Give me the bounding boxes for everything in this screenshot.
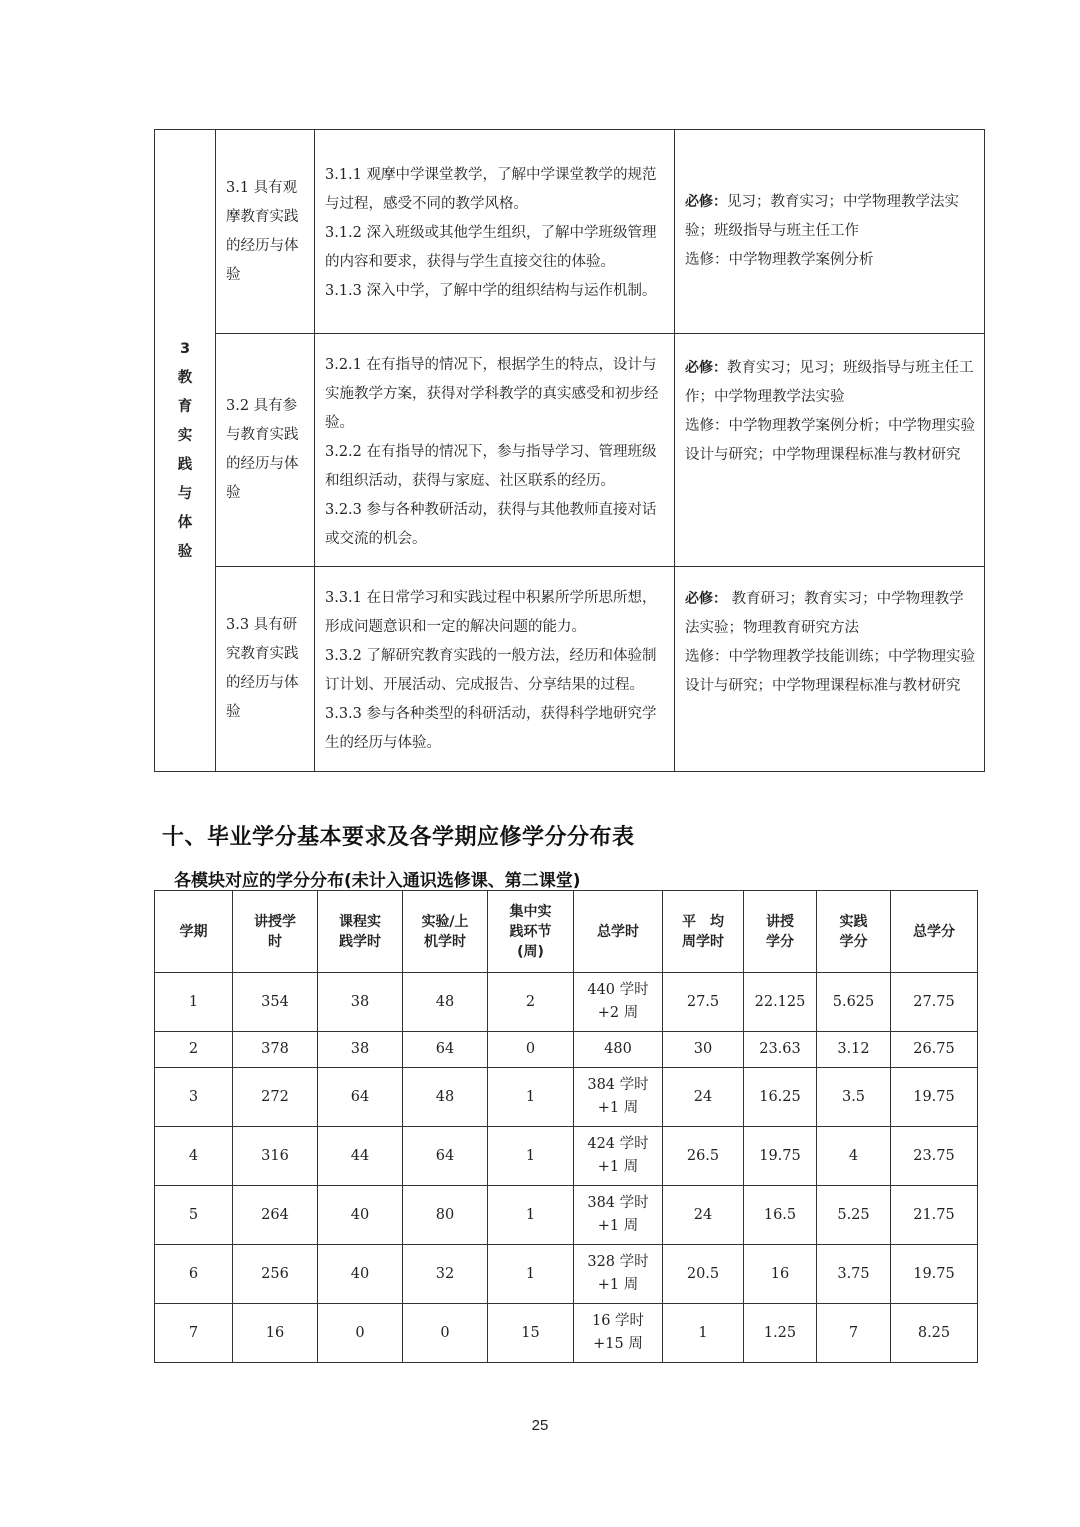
header-line: 平 均 bbox=[682, 913, 724, 930]
objective-item: 3.2.1 在有指导的情况下，根据学生的特点，设计与实施教学方案，获得对学科教学的真实感受和初步经验。 bbox=[325, 356, 659, 431]
table-cell: 38 bbox=[318, 1032, 403, 1068]
cell-line: 480 bbox=[604, 1041, 632, 1057]
table-cell: 19.75 bbox=[744, 1127, 817, 1186]
column-header bbox=[663, 891, 744, 973]
sub-line: 究教育实践 bbox=[226, 646, 299, 662]
table-cell: 3.12 bbox=[817, 1032, 891, 1068]
table-cell bbox=[574, 1068, 663, 1127]
cell-line: 16 学时 bbox=[591, 1313, 645, 1329]
objective-item: 3.1.2 深入班级或其他学生组织，了解中学班级管理的内容和要求，获得与学生直接交往的体验。 bbox=[325, 225, 657, 270]
table-row bbox=[155, 973, 978, 1032]
table-cell: 40 bbox=[318, 1245, 403, 1304]
sub-line: 验 bbox=[226, 266, 241, 283]
header-line: 总学时 bbox=[597, 923, 639, 940]
credits-distribution-table bbox=[154, 890, 978, 1363]
domain-char: 体 bbox=[177, 514, 193, 531]
objective-item: 3.3.2 了解研究教育实践的一般方法，经历和体验制订计划、开展活动、完成报告、分享结果的过程。 bbox=[325, 648, 657, 693]
required-label: 必修： bbox=[685, 194, 727, 210]
objective-item: 3.3.1 在日常学习和实践过程中积累所学所思所想，形成问题意识和一定的解决问题的能力。 bbox=[325, 590, 657, 635]
cell-line: 384 学时 bbox=[587, 1077, 649, 1093]
objective-item: 3.3.3 参与各种类型的科研活动，获得科学地研究学生的经历与体验。 bbox=[325, 706, 657, 751]
header-line: 学分 bbox=[839, 933, 868, 950]
table-cell: 16.25 bbox=[744, 1068, 817, 1127]
table-row bbox=[155, 130, 985, 334]
table-cell: 26.5 bbox=[663, 1127, 744, 1186]
domain-char: 验 bbox=[177, 543, 193, 560]
column-header bbox=[155, 891, 233, 973]
objective-item: 3.2.2 在有指导的情况下，参与指导学习、管理班级和组织活动，获得与家庭、社区联系的经历。 bbox=[325, 443, 657, 489]
cell-line: +1 周 bbox=[597, 1218, 639, 1234]
required-label: 必修： bbox=[685, 591, 727, 607]
table-cell: 20.5 bbox=[663, 1245, 744, 1304]
table-row bbox=[155, 1068, 978, 1127]
sub-line: 验 bbox=[226, 704, 241, 720]
table-cell: 3.75 bbox=[817, 1245, 891, 1304]
table-cell: 64 bbox=[403, 1032, 488, 1068]
table-cell: 4 bbox=[817, 1127, 891, 1186]
table-cell: 22.125 bbox=[744, 973, 817, 1032]
domain-char: 3 bbox=[179, 340, 191, 357]
table-cell bbox=[574, 1127, 663, 1186]
domain-char: 践 bbox=[177, 456, 193, 473]
table-cell: 2 bbox=[155, 1032, 233, 1068]
table-cell: 27.5 bbox=[663, 973, 744, 1032]
cell-line: 440 学时 bbox=[587, 982, 649, 998]
sub-line: 的经历与体 bbox=[226, 456, 299, 472]
elective-courses: 选修：中学物理教学案例分析；中学物理实验设计与研究；中学物理课程标准与教材研究 bbox=[685, 418, 975, 463]
table-cell: 354 bbox=[233, 973, 318, 1032]
header-line: 学分 bbox=[766, 933, 794, 950]
table-row bbox=[155, 1032, 978, 1068]
table-row bbox=[155, 1245, 978, 1304]
table-cell: 19.75 bbox=[891, 1245, 978, 1304]
table-cell: 1.25 bbox=[744, 1304, 817, 1363]
table-row bbox=[155, 567, 985, 772]
table-cell: 1 bbox=[663, 1304, 744, 1363]
table-cell: 1 bbox=[488, 1127, 574, 1186]
table-cell: 3.5 bbox=[817, 1068, 891, 1127]
domain-char: 实 bbox=[177, 427, 193, 444]
sub-line: 与教育实践 bbox=[226, 427, 299, 443]
courses-cell bbox=[675, 334, 985, 567]
sub-line: 的经历与体 bbox=[226, 675, 299, 691]
table-cell: 32 bbox=[403, 1245, 488, 1304]
table-cell: 256 bbox=[233, 1245, 318, 1304]
sub-line: 3.3 具有研 bbox=[226, 617, 298, 633]
table-cell: 48 bbox=[403, 1068, 488, 1127]
sub-line: 的经历与体 bbox=[226, 237, 299, 254]
table-cell: 378 bbox=[233, 1032, 318, 1068]
header-line: 集中实 bbox=[509, 903, 552, 920]
table-cell: 1 bbox=[488, 1186, 574, 1245]
header-line: (周) bbox=[517, 943, 544, 960]
elective-courses: 选修：中学物理教学案例分析 bbox=[685, 252, 874, 268]
sub-line: 摩教育实践 bbox=[226, 208, 299, 225]
table-cell bbox=[574, 1186, 663, 1245]
table-cell: 316 bbox=[233, 1127, 318, 1186]
domain-char: 育 bbox=[177, 398, 193, 415]
column-header bbox=[488, 891, 574, 973]
table-cell: 16.5 bbox=[744, 1186, 817, 1245]
column-header bbox=[233, 891, 318, 973]
cell-line: 384 学时 bbox=[587, 1195, 649, 1211]
domain-char: 教 bbox=[177, 369, 193, 386]
table-cell: 48 bbox=[403, 973, 488, 1032]
header-line: 总学分 bbox=[913, 923, 955, 940]
table-row bbox=[155, 1127, 978, 1186]
table-cell: 272 bbox=[233, 1068, 318, 1127]
sub-requirement-cell bbox=[216, 130, 315, 334]
column-header bbox=[574, 891, 663, 973]
cell-line: 328 学时 bbox=[587, 1254, 649, 1270]
table-cell: 40 bbox=[318, 1186, 403, 1245]
table-cell: 30 bbox=[663, 1032, 744, 1068]
header-line: 践学时 bbox=[339, 933, 381, 950]
table-cell: 24 bbox=[663, 1068, 744, 1127]
header-line: 践环节 bbox=[509, 923, 552, 940]
header-line: 实验/上 bbox=[421, 913, 469, 930]
column-header bbox=[403, 891, 488, 973]
cell-line: +1 周 bbox=[597, 1277, 639, 1293]
required-courses: 见习；教育实习；中学物理教学法实验；班级指导与班主任工作 bbox=[685, 194, 959, 239]
table-cell: 1 bbox=[488, 1245, 574, 1304]
table-cell bbox=[574, 1245, 663, 1304]
cell-line: +1 周 bbox=[597, 1159, 639, 1175]
table-cell: 1 bbox=[155, 973, 233, 1032]
table-cell bbox=[574, 973, 663, 1032]
practice-objectives-table bbox=[154, 129, 985, 772]
sub-requirement-cell bbox=[216, 567, 315, 772]
domain-cell bbox=[155, 130, 216, 772]
table-cell: 4 bbox=[155, 1127, 233, 1186]
table-cell: 264 bbox=[233, 1186, 318, 1245]
table-cell: 23.75 bbox=[891, 1127, 978, 1186]
table-cell: 0 bbox=[318, 1304, 403, 1363]
table-row bbox=[155, 1186, 978, 1245]
header-line: 讲授学 bbox=[254, 913, 296, 930]
objectives-cell bbox=[315, 334, 675, 567]
table-cell: 8.25 bbox=[891, 1304, 978, 1363]
table-cell: 3 bbox=[155, 1068, 233, 1127]
cell-line: +1 周 bbox=[597, 1100, 639, 1116]
header-line: 实践 bbox=[839, 913, 868, 930]
objective-item: 3.1.3 深入中学，了解中学的组织结构与运作机制。 bbox=[325, 283, 657, 299]
table-header-row bbox=[155, 891, 978, 973]
sub-line: 3.2 具有参 bbox=[226, 398, 298, 414]
table-cell: 5.25 bbox=[817, 1186, 891, 1245]
section-heading: 十、毕业学分基本要求及各学期应修学分分布表 bbox=[162, 825, 635, 850]
table-cell: 16 bbox=[233, 1304, 318, 1363]
table-cell: 0 bbox=[488, 1032, 574, 1068]
table-cell: 44 bbox=[318, 1127, 403, 1186]
header-line: 学期 bbox=[179, 923, 208, 940]
sub-requirement-cell bbox=[216, 334, 315, 567]
sub-line: 验 bbox=[226, 485, 241, 501]
table-cell: 6 bbox=[155, 1245, 233, 1304]
courses-cell bbox=[675, 130, 985, 334]
table-row bbox=[155, 334, 985, 567]
cell-line: +15 周 bbox=[593, 1336, 643, 1352]
page-number: 25 bbox=[531, 1417, 549, 1434]
required-label: 必修： bbox=[685, 360, 727, 376]
table-caption: 各模块对应的学分分布(未计入通识选修课、第二课堂) bbox=[174, 871, 581, 891]
table-cell bbox=[574, 1304, 663, 1363]
courses-cell bbox=[675, 567, 985, 772]
table-cell: 7 bbox=[817, 1304, 891, 1363]
table-cell: 0 bbox=[403, 1304, 488, 1363]
header-line: 周学时 bbox=[682, 933, 724, 950]
table-cell: 64 bbox=[318, 1068, 403, 1127]
table-cell: 1 bbox=[488, 1068, 574, 1127]
table-cell: 5 bbox=[155, 1186, 233, 1245]
required-courses: 教育研习；教育实习；中学物理教学法实验；物理教育研究方法 bbox=[685, 591, 964, 636]
header-line: 时 bbox=[268, 933, 282, 950]
table-cell: 19.75 bbox=[891, 1068, 978, 1127]
column-header bbox=[817, 891, 891, 973]
table-cell: 2 bbox=[488, 973, 574, 1032]
cell-line: +2 周 bbox=[597, 1005, 639, 1021]
column-header bbox=[318, 891, 403, 973]
domain-char: 与 bbox=[177, 485, 193, 502]
elective-courses: 选修：中学物理教学技能训练；中学物理实验设计与研究；中学物理课程标准与教材研究 bbox=[685, 649, 975, 694]
table-cell: 16 bbox=[744, 1245, 817, 1304]
objectives-cell bbox=[315, 130, 675, 334]
required-courses: 教育实习；见习；班级指导与班主任工作；中学物理教学法实验 bbox=[685, 360, 974, 405]
objectives-cell bbox=[315, 567, 675, 772]
table-cell: 80 bbox=[403, 1186, 488, 1245]
objective-item: 3.1.1 观摩中学课堂教学，了解中学课堂教学的规范与过程，感受不同的教学风格。 bbox=[325, 167, 657, 212]
cell-line: 424 学时 bbox=[587, 1136, 649, 1152]
objective-item: 3.2.3 参与各种教研活动，获得与其他教师直接对话或交流的机会。 bbox=[325, 501, 657, 547]
header-line: 课程实 bbox=[339, 913, 381, 930]
table-cell: 7 bbox=[155, 1304, 233, 1363]
table-cell bbox=[574, 1032, 663, 1068]
column-header bbox=[891, 891, 978, 973]
table-cell: 23.63 bbox=[744, 1032, 817, 1068]
table-cell: 15 bbox=[488, 1304, 574, 1363]
table-cell: 64 bbox=[403, 1127, 488, 1186]
column-header bbox=[744, 891, 817, 973]
table-cell: 21.75 bbox=[891, 1186, 978, 1245]
header-line: 讲授 bbox=[766, 913, 794, 930]
table-cell: 38 bbox=[318, 973, 403, 1032]
sub-line: 3.1 具有观 bbox=[226, 179, 298, 196]
table-row bbox=[155, 1304, 978, 1363]
table-cell: 24 bbox=[663, 1186, 744, 1245]
table-cell: 27.75 bbox=[891, 973, 978, 1032]
table-cell: 5.625 bbox=[817, 973, 891, 1032]
header-line: 机学时 bbox=[424, 933, 466, 950]
table-cell: 26.75 bbox=[891, 1032, 978, 1068]
